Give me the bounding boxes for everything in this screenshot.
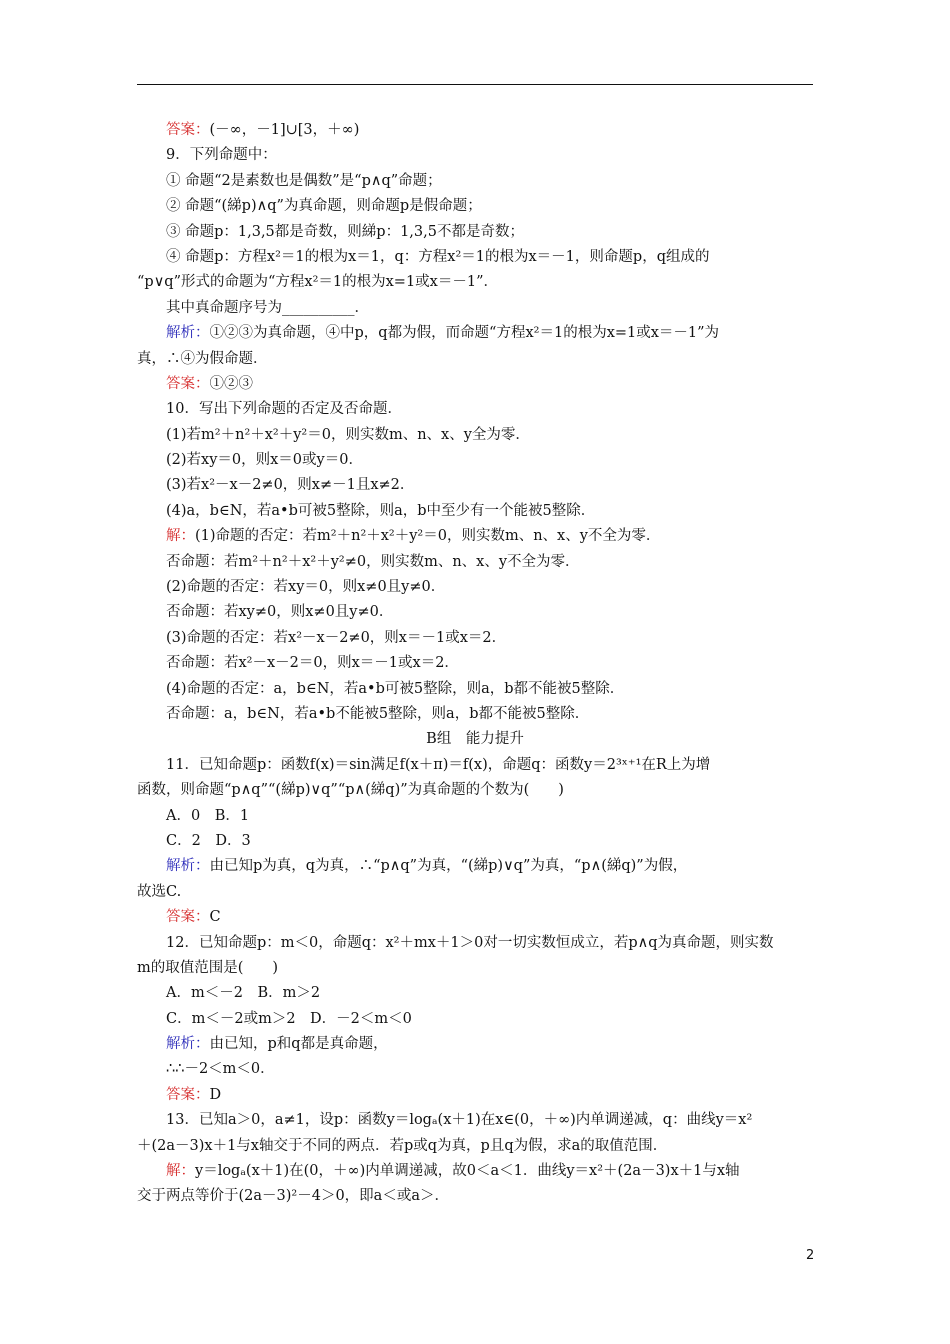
text-line: 解析：由已知，p和q都是真命题，: [166, 1036, 388, 1053]
text-line: A．0 B．1: [166, 807, 250, 824]
text-line: (2)命题的否定：若xy＝0，则x≠0且y≠0．: [166, 579, 446, 596]
text-line: 解：y＝logₐ(x＋1)在(0，＋∞)内单调递减，故0＜a＜1．曲线y＝x²＋(2a－3)x＋1与x轴: [166, 1163, 740, 1180]
text-line: 解析：①②③为真命题，④中p，q都为假，而命题“方程x²＝1的根为x=1或x＝－1”为: [166, 325, 720, 342]
answer-label: 解：: [166, 1163, 195, 1180]
text-line: 解析：由已知p为真，q为真，∴“p∧q”为真，“(綈p)∨q”为真，“p∧(綈q)”为假，: [166, 858, 688, 875]
text-line: 答案：C: [166, 909, 221, 926]
text-line: (4)命题的否定：a，b∈N，若a•b可被5整除，则a，b都不能被5整除．: [166, 680, 625, 697]
text-line: 11．已知命题p：函数f(x)＝sin满足f(x＋π)＝f(x)，命题q：函数y＝2³ˣ⁺¹在R上为增: [166, 756, 711, 773]
text-line: 函数，则命题“p∧q”“(綈p)∨q”“p∧(綈q)”为真命题的个数为( ): [137, 782, 564, 799]
text-line: ④ 命题p：方程x²＝1的根为x＝1，q：方程x²＝1的根为x＝－1，则命题p，q组成的: [166, 248, 710, 265]
text-line: m的取值范围是( ): [137, 959, 279, 976]
analysis-label: 解析：: [166, 325, 210, 342]
analysis-label: 解析：: [166, 858, 210, 875]
analysis-label: 解析：: [166, 1036, 210, 1053]
document-body: [137, 118, 813, 1210]
text-line: “p∨q”形式的命题为“方程x²＝1的根为x=1或x＝－1”．: [137, 274, 498, 291]
text-line: 否命题：若m²＋n²＋x²＋y²≠0，则实数m、n、x、y不全为零．: [166, 553, 580, 570]
text-line: 否命题：a，b∈N，若a•b不能被5整除，则a，b都不能被5整除．: [166, 705, 590, 722]
answer-label: 答案：: [166, 122, 210, 138]
text-line: 10．写出下列命题的否定及否命题．: [166, 401, 402, 418]
text-line: 交于两点等价于(2a－3)²－4＞0，即a＜或a＞．: [137, 1188, 449, 1205]
text-line: (3)命题的否定：若x²－x－2≠0，则x＝－1或x＝2．: [166, 629, 507, 646]
text-line: ② 命题“(綈p)∧q”为真命题，则命题p是假命题；: [166, 198, 482, 215]
text-line: (1)若m²＋n²＋x²＋y²＝0，则实数m、n、x、y全为零．: [166, 426, 530, 443]
text-line: ① 命题“2是素数也是偶数”是“p∧q”命题；: [166, 172, 442, 189]
text-line: 否命题：若x²－x－2＝0，则x＝－1或x＝2．: [166, 655, 459, 672]
text-line: 13．已知a＞0，a≠1，设p：函数y＝logₐ(x＋1)在x∈(0，＋∞)内单调递减，q：曲线y＝x²: [166, 1112, 753, 1129]
text-line: A．m＜－2 B．m＞2: [166, 985, 321, 1002]
answer-label: 解：: [166, 528, 195, 545]
text-line: C．m＜－2或m＞2 D．－2＜m＜0: [166, 1010, 412, 1027]
text-line: (2)若xy＝0，则x＝0或y＝0．: [166, 452, 363, 469]
text-line: 9．下列命题中：: [166, 147, 277, 164]
text-line: ＋(2a－3)x＋1与x轴交于不同的两点．若p或q为真，p且q为假，求a的取值范围．: [137, 1137, 668, 1154]
text-line: 故选C.: [137, 883, 182, 900]
answer-label: 答案：: [166, 909, 210, 926]
text-line: 否命题：若xy≠0，则x≠0且y≠0．: [166, 604, 394, 621]
text-line: 其中真命题序号为__________．: [166, 299, 369, 316]
text-line: 真，∴④为假命题．: [137, 350, 268, 367]
text-line: B组 能力提升: [426, 731, 524, 748]
text-line: 答案：①②③: [166, 375, 253, 392]
text-line: C．2 D．3: [166, 832, 251, 849]
text-line: 12．已知命题p：m＜0，命题q：x²＋mx＋1＞0对一切实数恒成立，若p∧q为真命题，则实数: [166, 934, 774, 951]
text-line: (4)a，b∈N，若a•b可被5整除，则a，b中至少有一个能被5整除．: [166, 502, 596, 519]
text-line: 解：(1)命题的否定：若m²＋n²＋x²＋y²＝0，则实数m、n、x、y不全为零．: [166, 528, 661, 545]
text-line: 答案：(－∞，－1]∪[3，＋∞): [166, 122, 360, 138]
text-line: ∴∴－2＜m＜0．: [166, 1061, 275, 1078]
text-line: (3)若x²－x－2≠0，则x≠－1且x≠2．: [166, 477, 415, 494]
answer-label: 答案：: [166, 375, 210, 392]
header-rule: [137, 84, 813, 85]
answer-label: 答案：: [166, 1086, 210, 1103]
page-number: 2: [806, 1248, 815, 1263]
text-line: ③ 命题p：1,3,5都是奇数，则綈p：1,3,5不都是奇数；: [166, 223, 524, 240]
text-line: 答案：D: [166, 1086, 222, 1103]
